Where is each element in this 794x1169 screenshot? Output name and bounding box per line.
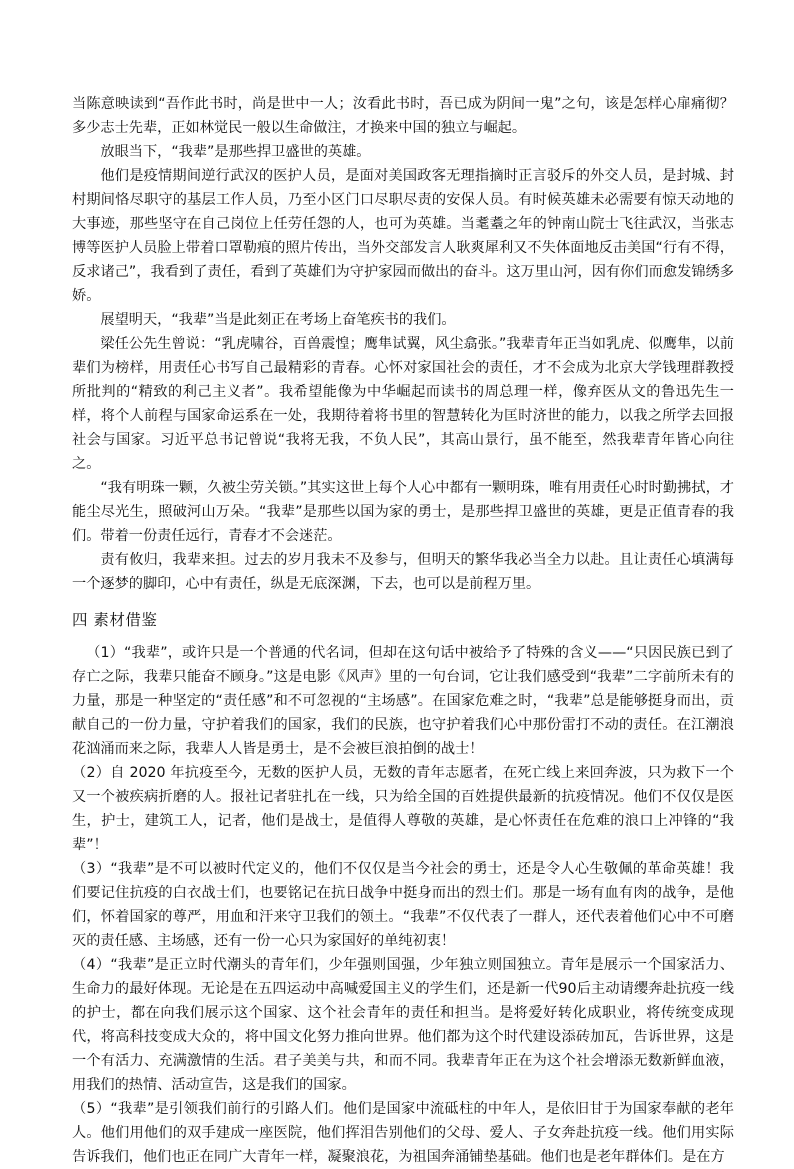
essay-paragraph: 放眼当下，“我辈”是那些捍卫盛世的英雄。: [100, 144, 371, 160]
essay-paragraph: 他们是疫情期间逆行武汉的医护人员，是面对美国政客无理指摘时正言驳斥的外交人员，是封城、封村期间恪尽职守的基层工作人员，乃至小区门口尽职尽责的安保人员。有时候英雄未必需要有惊天动地的大事迹，那些坚守在自己岗位上任劳任怨的人，也可为英雄。当耄耋之年的钟南山院士飞往武汉，当张志博等医护人员脸上带着口罩勒痕的照片传出，当外交部发言人耿爽犀利又不失体面地反击美国“行有不得，反求诸己”，我看到了责任，看到了英雄们为守护家园而做出的奋斗。这万里山河，因有你们而愈发锦绣多娇。: [72, 168, 734, 304]
essay-paragraph: 当陈意映读到“吾作此书时，尚是世中一人；汝看此书时，吾已成为阴间一鬼”之句，该是怎样心扉痛彻？多少志士先辈，正如林觉民一般以生命做注，才换来中国的独立与崛起。: [72, 96, 734, 136]
material-item: （4）“我辈”是正立时代潮头的青年们，少年强则国强，少年独立则国独立。青年是展示一个国家活力、生命力的最好体现。无论是在五四运动中高喊爱国主义的学生们，还是新一代90后主动请缨奔赴抗疫一线的护士，都在向我们展示这个国家、这个社会青年的责任和担当。是将爱好转化成职业，将传统变成现代，将高科技变成大众的，将中国文化努力推向世界。他们都为这个时代建设添砖加瓦，告诉世界，这是一个有活力、充满激情的生活。君子美美与共，和而不同。我辈青年正在为这个社会增添无数新鲜血液，用我们的热情、活动宣告，这是我们的国家。: [72, 957, 734, 1093]
essay-paragraph: 责有攸归，我辈来担。过去的岁月我未不及参与，但明天的繁华我必当全力以赴。且让责任心填满每一个逐梦的脚印，心中有责任，纵是无底深渊，下去，也可以是前程万里。: [72, 552, 734, 592]
material-item: （5）“我辈”是引领我们前行的引路人们。他们是国家中流砥柱的中年人，是依旧甘于为国家奉献的老年人。他们用他们的双手建成一座医院，他们挥泪告别他们的父母、爱人、子女奔赴抗疫一线。他们用实际告诉我们，他们也正在同广大青年一样，凝聚浪花，为祖国奔涌铺垫基础。他们也是老年群体们。是在方: [72, 1101, 734, 1165]
essay-paragraph: 梁任公先生曾说：“乳虎啸谷，百兽震惶；鹰隼试翼，风尘翕张。”我辈青年正当如乳虎、似鹰隼，以前辈们为榜样，用责任心书写自己最精彩的青春。心怀对家国社会的责任，才不会成为北京大学钱理群教授所批判的“精致的利己主义者”。我希望能像为中华崛起而读书的周总理一样，像弃医从文的鲁迅先生一样，将个人前程与国家命运系在一处，我期待着将书里的智慧转化为匡时济世的能力，以我之所学去回报社会与国家。习近平总书记曾说“我将无我，不负人民”，其高山景行，虽不能至，然我辈青年皆心向往之。: [72, 336, 734, 472]
material-item: （1）“我辈”，或许只是一个普通的代名词，但却在这句话中被给予了特殊的含义——“只因民族已到了存亡之际，我辈只能奋不顾身。”这是电影《风声》里的一句台词，它让我们感受到“我辈”二字前所未有的力量，那是一种坚定的“责任感”和不可忽视的“主场感”。在国家危难之时，“我辈”总是能够挺身而出，贡献自己的一份力量，守护着我们的国家，我们的民族，也守护着我们心中那份雷打不动的责任。在江潮浪花汹涌而来之际，我辈人人皆是勇士，是不会被巨浪拍倒的战士！: [72, 645, 734, 757]
essay-paragraph: 展望明天，“我辈”当是此刻正在考场上奋笔疾书的我们。: [100, 312, 456, 328]
essay-paragraph: “我有明珠一颗，久被尘劳关锁。”其实这世上每个人心中都有一颗明珠，唯有用责任心时时勤拂拭，才能尘尽光生，照破河山万朵。“我辈”是那些以国为家的勇士，是那些捍卫盛世的英雄，更是正值青春的我们。带着一份责任远行，青春才不会迷茫。: [72, 480, 734, 544]
material-item: （2）自 2020 年抗疫至今，无数的医护人员，无数的青年志愿者，在死亡线上来回奔波，只为救下一个又一个被疾病折磨的人。报社记者驻扎在一线，只为给全国的百姓提供最新的抗疫情况。他们不仅仅是医生，护士，建筑工人，记者，他们是战士，是值得人尊敬的英雄，是心怀责任在危难的浪口上冲锋的“我辈”！: [72, 765, 734, 853]
section-heading: 四 素材借鉴: [72, 611, 158, 629]
material-item: （3）“我辈”是不可以被时代定义的，他们不仅仅是当今社会的勇士，还是令人心生敬佩的革命英雄！我们要记住抗疫的白衣战士们，也要铭记在抗日战争中挺身而出的烈士们。那是一场有血有肉的战争，是他们，怀着国家的尊严，用血和汗来守卫我们的领土。“我辈”不仅代表了一群人，还代表着他们心中不可磨灭的责任感、主场感，还有一份一心只为家国好的单纯初衷！: [72, 861, 734, 949]
